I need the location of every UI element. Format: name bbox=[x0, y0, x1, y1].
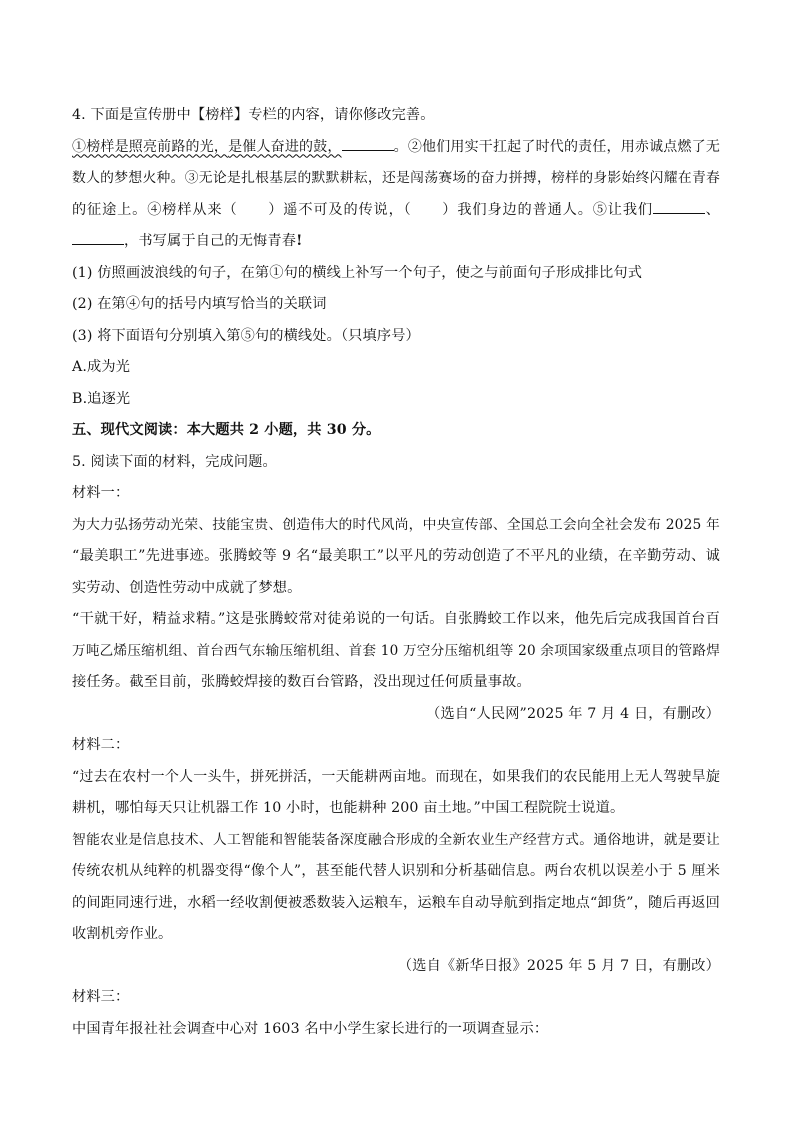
question-4-passage-line-2: 数人的梦想火种。③无论是扎根基层的默默耕耘，还是闯荡赛场的奋力拼搏，榜样的身影始终闪耀在青春 bbox=[72, 170, 720, 186]
fill-blank-2[interactable] bbox=[653, 201, 705, 214]
fill-blank-1[interactable] bbox=[342, 138, 394, 151]
material-1-line: “干就干好，精益求精。”这是张腾蛟常对徒弟说的一句话。自张腾蛟工作以来，他先后完成我国首台百 bbox=[72, 611, 720, 627]
material-2-source: （选自《新华日报》2025 年 5 月 7 日，有删改） bbox=[397, 957, 720, 974]
question-4-passage-line-4 bbox=[72, 226, 720, 258]
question-4-title: 4. 下面是宣传册中【榜样】专栏的内容，请你修改完善。 bbox=[72, 107, 435, 123]
wavy-sentence-a: ①榜样是照亮前路的光， bbox=[72, 138, 229, 155]
passage-text: ）我们身边的普通人。⑤让我们 bbox=[441, 201, 653, 218]
sub-question-1: (1) 仿照画波浪线的句子，在第①句的横线上补写一个句子，使之与前面句子形成排比句式 bbox=[72, 264, 643, 281]
material-1-source: （选自“人民网”2025 年 7 月 4 日，有删改） bbox=[426, 705, 720, 722]
material-1-line: “最美职工”先进事迹。张腾蛟等 9 名“最美职工”以平凡的劳动创造了不平凡的业绩，在辛勤劳动、诚 bbox=[72, 548, 720, 564]
material-2-line: 耕机，哪怕每天只让机器工作 10 小时，也能耕种 200 亩土地。”中国工程院院士说道。 bbox=[72, 800, 625, 816]
passage-text-mark: ! bbox=[296, 233, 303, 249]
wavy-sentence-b: 是催人奋进的鼓， bbox=[228, 138, 342, 155]
material-1-line: 为大力弘扬劳动光荣、技能宝贵、创造伟大的时代风尚，中央宣传部、全国总工会向全社会发布 2025 年 bbox=[72, 516, 720, 533]
option-a: A.成为光 bbox=[72, 359, 131, 375]
exam-page bbox=[72, 100, 720, 1045]
material-2-line: 收割机旁作业。 bbox=[72, 926, 173, 942]
question-4-passage-line-3 bbox=[72, 195, 720, 227]
sub-question-3: (3) 将下面语句分别填入第⑤句的横线处。（只填序号） bbox=[72, 327, 420, 344]
material-3-line: 中国青年报社社会调查中心对 1603 名中小学生家长进行的一项调查显示： bbox=[72, 1020, 549, 1037]
material-2-line: 智能农业是信息技术、人工智能和智能装备深度融合形成的全新农业生产经营方式。通俗地讲，就是要让 bbox=[72, 831, 720, 848]
passage-text: 的征途上。④榜样从来（ bbox=[72, 201, 238, 218]
passage-text: 、 bbox=[704, 201, 720, 218]
question-5-title: 5. 阅读下面的材料，完成问题。 bbox=[72, 453, 277, 470]
material-2-line: 传统农机从纯粹的机器变得“像个人”，甚至能代替人识别和分析基础信息。两台农机以误差小于 5 厘米 bbox=[72, 863, 720, 879]
passage-text: 。②他们用实干扛起了时代的责任，用赤诚点燃了无 bbox=[393, 138, 720, 155]
passage-text: ）遥不可及的传说，（ bbox=[267, 201, 412, 218]
material-1-line: 万吨乙烯压缩机组、首台西气东输压缩机组、首套 10 万空分压缩机组等 20 余项国家级重点项目的管路焊 bbox=[72, 642, 720, 659]
section-5-heading: 五、现代文阅读：本大题共 2 小题，共 30 分。 bbox=[72, 422, 381, 438]
fill-blank-3[interactable] bbox=[72, 232, 124, 245]
option-b: B.追逐光 bbox=[72, 390, 131, 407]
question-4-passage-line-1 bbox=[72, 132, 720, 164]
material-3-label: 材料三： bbox=[72, 989, 130, 1005]
material-2-label: 材料二： bbox=[72, 737, 130, 753]
sub-question-2: (2) 在第④句的括号内填写恰当的关联词 bbox=[72, 296, 327, 312]
material-1-line: 实劳动、创造性劳动中成就了梦想。 bbox=[72, 579, 302, 596]
material-2-line: “过去在农村一个人一头牛，拼死拼活，一天能耕两亩地。而现在，如果我们的农民能用上无人驾驶旱旋 bbox=[72, 768, 720, 785]
material-1-line: 接任务。截至目前，张腾蛟焊接的数百台管路，没出现过任何质量事故。 bbox=[72, 674, 531, 690]
material-1-label: 材料一： bbox=[72, 485, 130, 501]
passage-text: ，书写属于自己的无悔青春 bbox=[124, 233, 297, 249]
material-2-line: 的间距同速行进，水稻一经收割便被悉数装入运粮车，运粮车自动导航到指定地点“卸货”，随后再返回 bbox=[72, 894, 720, 911]
